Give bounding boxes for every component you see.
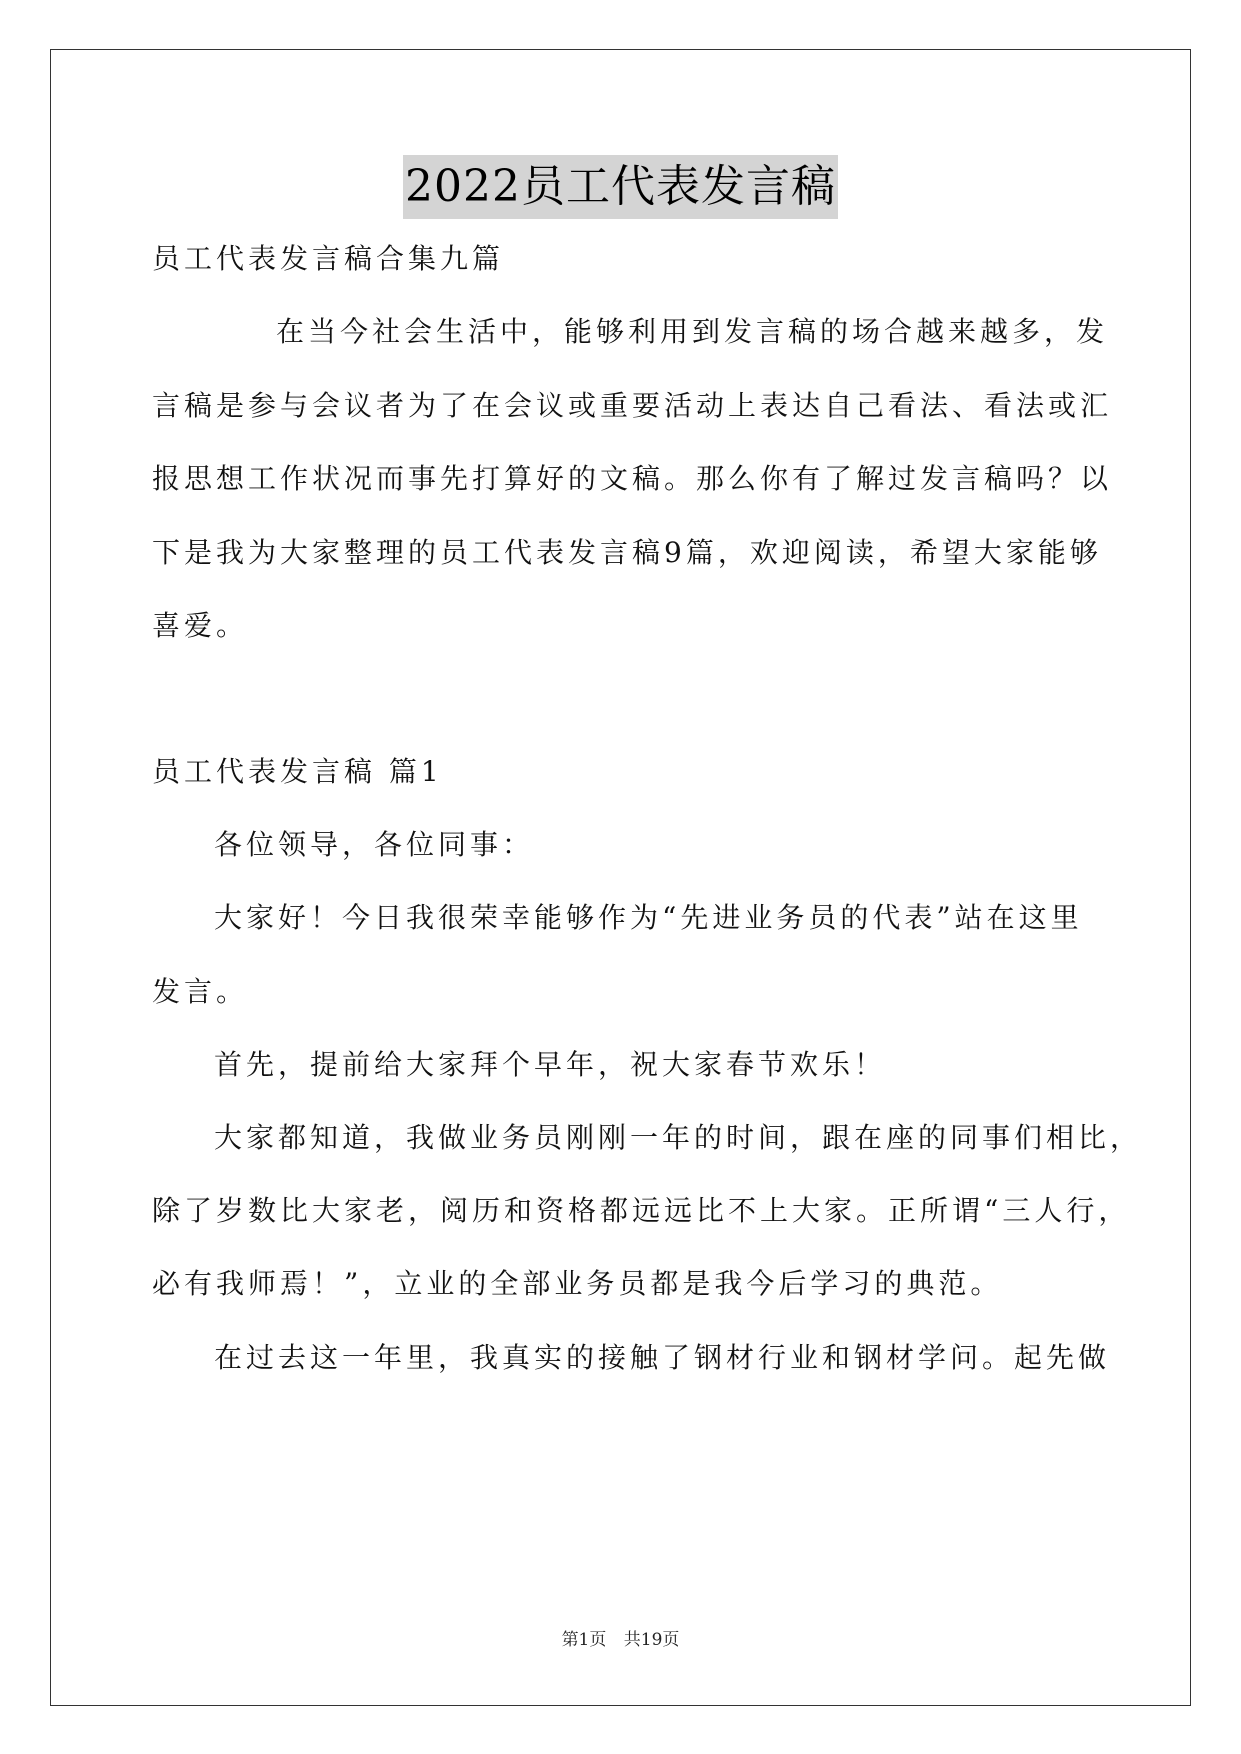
paragraph-line: 言稿是参与会议者为了在会议或重要活动上表达自己看法、看法或汇 xyxy=(152,389,1113,422)
paragraph-line: 发言。 xyxy=(152,975,249,1008)
paragraph-line: 各位领导，各位同事： xyxy=(214,828,535,861)
paragraph-line: 大家都知道，我做业务员刚刚一年的时间，跟在座的同事们相比， xyxy=(214,1121,1143,1154)
paragraph-line: 在过去这一年里，我真实的接触了钢材行业和钢材学问。起先做 xyxy=(214,1341,1111,1374)
page-number-current: 第1页 xyxy=(561,1630,607,1650)
paragraph-line: 除了岁数比大家老，阅历和资格都远远比不上大家。正所谓“三人行， xyxy=(152,1194,1131,1227)
document-subtitle: 员工代表发言稿合集九篇 xyxy=(152,242,505,275)
page-footer xyxy=(0,1628,1241,1652)
paragraph-line: 喜爱。 xyxy=(152,609,249,642)
title-container xyxy=(0,155,1241,219)
paragraph-line: 首先，提前给大家拜个早年，祝大家春节欢乐！ xyxy=(214,1048,887,1081)
paragraph-line: 必有我师焉！”，立业的全部业务员都是我今后学习的典范。 xyxy=(152,1267,1003,1300)
paragraph-line: 报思想工作状况而事先打算好的文稿。那么你有了解过发言稿吗？以 xyxy=(152,462,1113,495)
paragraph-line: 在当今社会生活中，能够利用到发言稿的场合越来越多，发 xyxy=(276,315,1109,348)
section-heading: 员工代表发言稿 篇1 xyxy=(152,755,443,788)
page-border xyxy=(50,49,1191,1706)
document-title: 2022员工代表发言稿 xyxy=(403,155,838,219)
paragraph-line: 大家好！今日我很荣幸能够作为“先进业务员的代表”站在这里 xyxy=(214,901,1083,934)
paragraph-line: 下是我为大家整理的员工代表发言稿9篇，欢迎阅读，希望大家能够 xyxy=(152,536,1102,569)
page-number-total: 共19页 xyxy=(623,1630,680,1650)
